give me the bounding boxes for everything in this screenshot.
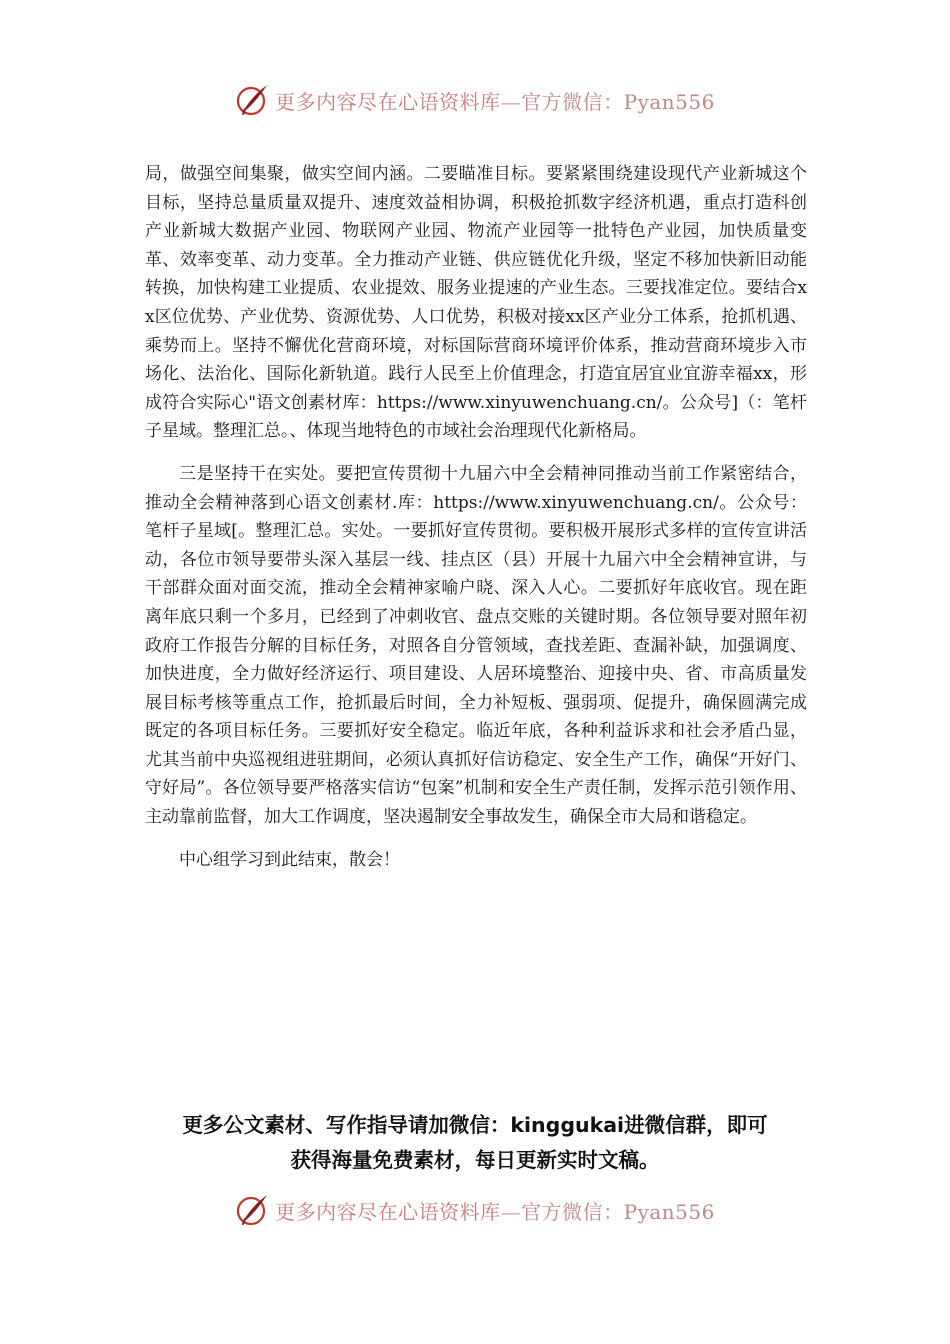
body-paragraph-2: 三是坚持干在实处。要把宣传贯彻十九届六中全会精神同推动当前工作紧密结合，推动全会精神落到心语文创素材.库：https://www.xinyuwenchuang.cn/。公众号：笔杆子星域[。整理汇总。实处。一要抓好宣传贯彻。要积极开展形式多样的宣传宣讲活动，各位市领导要带头深入基层一线、挂点区（县）开展十九届六中全会精神宣讲，与干部群众面对面交流，推动全会精神家喻户晓、深入人心。二要抓好年底收官。现在距离年底只剩一个多月，已经到了冲刺收官、盘点交账的关键时期。各位领导要对照年初政府工作报告分解的目标任务，对照各自分管领域，查找差距、查漏补缺，加强调度、加快进度，全力做好经济运行、项目建设、人居环境整治、迎接中央、省、市高质量发展目标考核等重点工作，抢抓最后时间，全力补短板、强弱项、促提升，确保圆满完成既定的各项目标任务。三要抓好安全稳定。临近年底，各种利益诉求和社会矛盾凸显，尤其当前中央巡视组进驻期间，必须认真抓好信访稳定、安全生产工作，确保“开好门、守好局”。各位领导要严格落实信访“包案”机制和安全生产责任制，发挥示范引领作用、主动靠前监督，加大工作调度，坚决遏制安全事故发生，确保全市大局和谐稳定。 bbox=[145, 463, 807, 828]
quill-pen-logo-icon bbox=[235, 82, 271, 118]
promo-line-2: 获得海量免费素材，每日更新实时文稿。 bbox=[290, 1148, 660, 1172]
watermark-main-text: 更多内容尽在心语资料库 bbox=[275, 1199, 501, 1224]
document-body bbox=[145, 160, 807, 874]
promo-notice bbox=[0, 1108, 950, 1178]
watermark-dash: — bbox=[500, 1199, 522, 1224]
watermark-main-text: 更多内容尽在心语资料库 bbox=[275, 89, 501, 114]
watermark-contact-text: 官方微信：Pyan556 bbox=[521, 1199, 715, 1224]
body-paragraph-1: 局，做强空间集聚，做实空间内涵。二要瞄准目标。要紧紧围绕建设现代产业新城这个目标，坚持总量质量双提升、速度效益相协调，积极抢抓数字经济机遇，重点打造科创产业新城大数据产业园、物联网产业园、物流产业园等一批特色产业园，加快质量变革、效率变革、动力变革。全力推动产业链、供应链优化升级，坚定不移加快新旧动能转换，加快构建工业提质、农业提效、服务业提速的产业生态。三要找准定位。要结合xx区位优势、产业优势、资源优势、人口优势，积极对接xx区产业分工体系，抢抓机遇、乘势而上。坚持不懈优化营商环境，对标国际营商环境评价体系，推动营商环境步入市场化、法治化、国际化新轨道。践行人民至上价值理念，打造宜居宜业宜游幸福xx，形成符合实际心"语文创素材库：https://www.xinyuwenchuang.cn/。公众号]（：笔杆子星域。整理汇总。、体现当地特色的市域社会治理现代化新格局。 bbox=[145, 164, 807, 442]
footer-watermark bbox=[0, 1190, 950, 1230]
footer-watermark-text bbox=[275, 1196, 715, 1225]
watermark-dash: — bbox=[500, 89, 522, 114]
quill-pen-logo-icon bbox=[235, 1192, 271, 1228]
header-watermark-text bbox=[275, 86, 715, 115]
watermark-contact-text: 官方微信：Pyan556 bbox=[521, 89, 715, 114]
header-watermark bbox=[0, 80, 950, 120]
body-paragraph-3: 中心组学习到此结束，散会！ bbox=[179, 849, 400, 870]
promo-line-1: 更多公文素材、写作指导请加微信：kinggukai进微信群，即可 bbox=[182, 1113, 768, 1137]
